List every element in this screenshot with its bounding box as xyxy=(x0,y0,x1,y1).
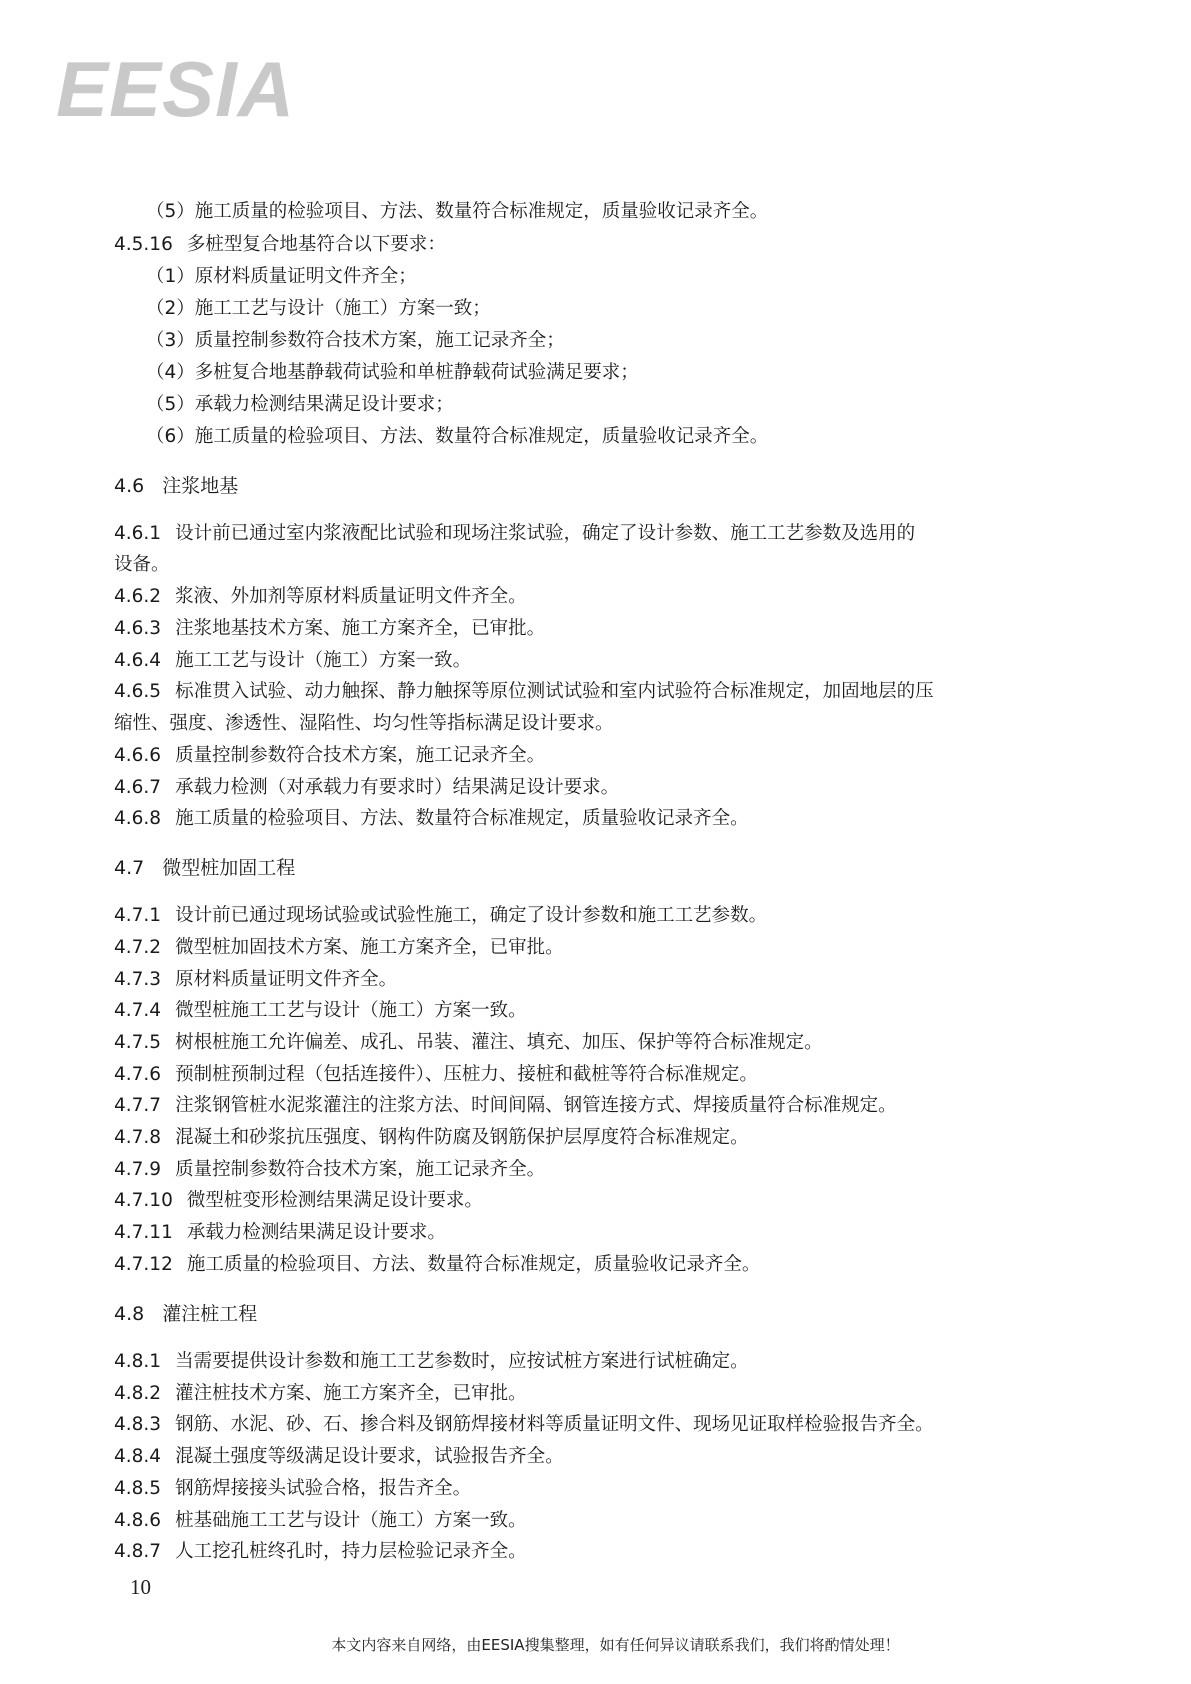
clause-number: 4.6 xyxy=(114,475,145,497)
clause-line xyxy=(114,776,619,800)
section-heading xyxy=(114,1302,257,1326)
clause-line xyxy=(114,807,749,831)
line-text: 微型桩施工工艺与设计（施工）方案一致。 xyxy=(175,1000,527,1021)
section-heading xyxy=(114,474,238,498)
line-text: 混凝土和砂浆抗压强度、钢构件防腐及钢筋保护层厚度符合标准规定。 xyxy=(175,1127,749,1148)
clause-line xyxy=(114,1221,446,1245)
clause-line xyxy=(114,1509,527,1533)
clause-number: 4.6.5 xyxy=(114,681,162,702)
continuation-line xyxy=(114,712,614,736)
clause-number: 4.8.2 xyxy=(114,1383,162,1404)
clause-number: 4.8.3 xyxy=(114,1414,162,1435)
line-text: 微型桩加固工程 xyxy=(162,857,296,879)
clause-line xyxy=(114,1477,471,1501)
clause-line xyxy=(114,1382,527,1406)
line-text: 施工质量的检验项目、方法、数量符合标准规定，质量验收记录齐全。 xyxy=(186,1254,761,1275)
clause-line xyxy=(114,649,471,673)
clause-number: 4.7.9 xyxy=(114,1159,162,1180)
clause-number: 4.6.8 xyxy=(114,808,162,829)
clause-number: 4.7 xyxy=(114,857,145,879)
clause-number: 4.7.10 xyxy=(114,1190,173,1211)
clause-line xyxy=(114,680,934,704)
line-text: （2）施工工艺与设计（施工）方案一致； xyxy=(146,298,491,319)
line-text: 浆液、外加剂等原材料质量证明文件齐全。 xyxy=(175,586,527,607)
clause-number: 4.6.3 xyxy=(114,618,162,639)
line-text: 设计前已通过室内浆液配比试验和现场注浆试验，确定了设计参数、施工工艺参数及选用的 xyxy=(175,523,916,544)
clause-number: 4.7.2 xyxy=(114,937,162,958)
line-text: 钢筋焊接接头试验合格，报告齐全。 xyxy=(175,1478,472,1499)
line-text: （3）质量控制参数符合技术方案，施工记录齐全； xyxy=(146,330,565,351)
line-text: 施工工艺与设计（施工）方案一致。 xyxy=(175,650,472,671)
clause-line xyxy=(114,617,545,641)
line-text: 注浆钢管桩水泥浆灌注的注浆方法、时间间隔、钢管连接方式、焊接质量符合标准规定。 xyxy=(175,1095,897,1116)
list-item xyxy=(146,200,768,224)
clause-number: 4.7.8 xyxy=(114,1127,162,1148)
line-text: 微型桩变形检测结果满足设计要求。 xyxy=(186,1190,483,1211)
line-text: （5）承载力检测结果满足设计要求； xyxy=(146,394,454,415)
clause-number: 4.5.16 xyxy=(114,234,173,255)
clause-line xyxy=(114,1413,934,1437)
line-text: 质量控制参数符合技术方案，施工记录齐全。 xyxy=(175,745,546,766)
clause-line xyxy=(114,936,564,960)
clause-line xyxy=(114,1158,545,1182)
clause-line xyxy=(114,1126,749,1150)
clause-line xyxy=(114,1094,897,1118)
line-text: 灌注桩工程 xyxy=(162,1303,258,1325)
line-text: 质量控制参数符合技术方案，施工记录齐全。 xyxy=(175,1159,546,1180)
line-text: 设计前已通过现场试验或试验性施工，确定了设计参数和施工工艺参数。 xyxy=(175,905,768,926)
clause-number: 4.8 xyxy=(114,1303,145,1325)
line-text: 缩性、强度、渗透性、湿陷性、均匀性等指标满足设计要求。 xyxy=(114,713,614,734)
eesia-logo: EESIA xyxy=(56,45,296,133)
clause-number: 4.6.2 xyxy=(114,586,162,607)
line-text: 当需要提供设计参数和施工工艺参数时，应按试桩方案进行试桩确定。 xyxy=(175,1351,749,1372)
clause-line xyxy=(114,585,527,609)
clause-line xyxy=(114,233,446,257)
list-item xyxy=(146,329,565,353)
clause-number: 4.7.1 xyxy=(114,905,162,926)
line-text: 施工质量的检验项目、方法、数量符合标准规定，质量验收记录齐全。 xyxy=(175,808,749,829)
list-item xyxy=(146,361,639,385)
clause-number: 4.7.11 xyxy=(114,1222,173,1243)
page-number: 10 xyxy=(130,1575,151,1599)
list-item xyxy=(146,297,491,321)
list-item xyxy=(146,265,417,289)
line-text: 人工挖孔桩终孔时，持力层检验记录齐全。 xyxy=(175,1541,527,1562)
line-text: 桩基础施工工艺与设计（施工）方案一致。 xyxy=(175,1510,527,1531)
clause-line xyxy=(114,1189,483,1213)
line-text: （5）施工质量的检验项目、方法、数量符合标准规定，质量验收记录齐全。 xyxy=(146,201,769,222)
section-heading xyxy=(114,856,295,880)
line-text: 钢筋、水泥、砂、石、掺合料及钢筋焊接材料等质量证明文件、现场见证取样检验报告齐全。 xyxy=(175,1414,934,1435)
clause-number: 4.8.5 xyxy=(114,1478,162,1499)
clause-line xyxy=(114,522,915,546)
clause-number: 4.6.1 xyxy=(114,523,162,544)
clause-line xyxy=(114,1350,749,1374)
line-text: 原材料质量证明文件齐全。 xyxy=(175,969,398,990)
line-text: 注浆地基技术方案、施工方案齐全，已审批。 xyxy=(175,618,546,639)
clause-number: 4.8.6 xyxy=(114,1510,162,1531)
line-text: 承载力检测结果满足设计要求。 xyxy=(186,1222,446,1243)
clause-line xyxy=(114,999,527,1023)
continuation-line xyxy=(114,553,170,577)
clause-number: 4.8.4 xyxy=(114,1446,162,1467)
clause-number: 4.6.6 xyxy=(114,745,162,766)
clause-line xyxy=(114,904,767,928)
line-text: 树根桩施工允许偏差、成孔、吊装、灌注、填充、加压、保护等符合标准规定。 xyxy=(175,1032,823,1053)
clause-number: 4.8.7 xyxy=(114,1541,162,1562)
clause-number: 4.7.12 xyxy=(114,1254,173,1275)
clause-number: 4.8.1 xyxy=(114,1351,162,1372)
clause-number: 4.7.4 xyxy=(114,1000,162,1021)
line-text: 标准贯入试验、动力触探、静力触探等原位测试试验和室内试验符合标准规定，加固地层的压 xyxy=(175,681,934,702)
clause-number: 4.7.3 xyxy=(114,969,162,990)
line-text: 承载力检测（对承载力有要求时）结果满足设计要求。 xyxy=(175,777,620,798)
line-text: 灌注桩技术方案、施工方案齐全，已审批。 xyxy=(175,1383,527,1404)
clause-number: 4.7.7 xyxy=(114,1095,162,1116)
line-text: 混凝土强度等级满足设计要求，试验报告齐全。 xyxy=(175,1446,564,1467)
line-text: 微型桩加固技术方案、施工方案齐全，已审批。 xyxy=(175,937,564,958)
line-text: （4）多桩复合地基静载荷试验和单桩静载荷试验满足要求； xyxy=(146,362,639,383)
footer-disclaimer: 本文内容来自网络，由EESIA搜集整理，如有任何异议请联系我们，我们将酌情处理！ xyxy=(331,1636,900,1654)
list-item xyxy=(146,393,454,417)
line-text: 多桩型复合地基符合以下要求： xyxy=(186,234,446,255)
line-text: 预制桩预制过程（包括连接件）、压桩力、接桩和截桩等符合标准规定。 xyxy=(175,1064,758,1085)
list-item xyxy=(146,425,768,449)
clause-line xyxy=(114,744,545,768)
clause-number: 4.7.5 xyxy=(114,1032,162,1053)
clause-number: 4.6.7 xyxy=(114,777,162,798)
clause-number: 4.7.6 xyxy=(114,1064,162,1085)
clause-line xyxy=(114,1445,564,1469)
clause-line xyxy=(114,1063,758,1087)
line-text: （1）原材料质量证明文件齐全； xyxy=(146,266,417,287)
line-text: 注浆地基 xyxy=(162,475,239,497)
clause-line xyxy=(114,968,397,992)
clause-line xyxy=(114,1540,527,1564)
clause-line xyxy=(114,1031,823,1055)
clause-number: 4.6.4 xyxy=(114,650,162,671)
line-text: （6）施工质量的检验项目、方法、数量符合标准规定，质量验收记录齐全。 xyxy=(146,426,769,447)
line-text: 设备。 xyxy=(114,554,170,575)
clause-line xyxy=(114,1253,760,1277)
